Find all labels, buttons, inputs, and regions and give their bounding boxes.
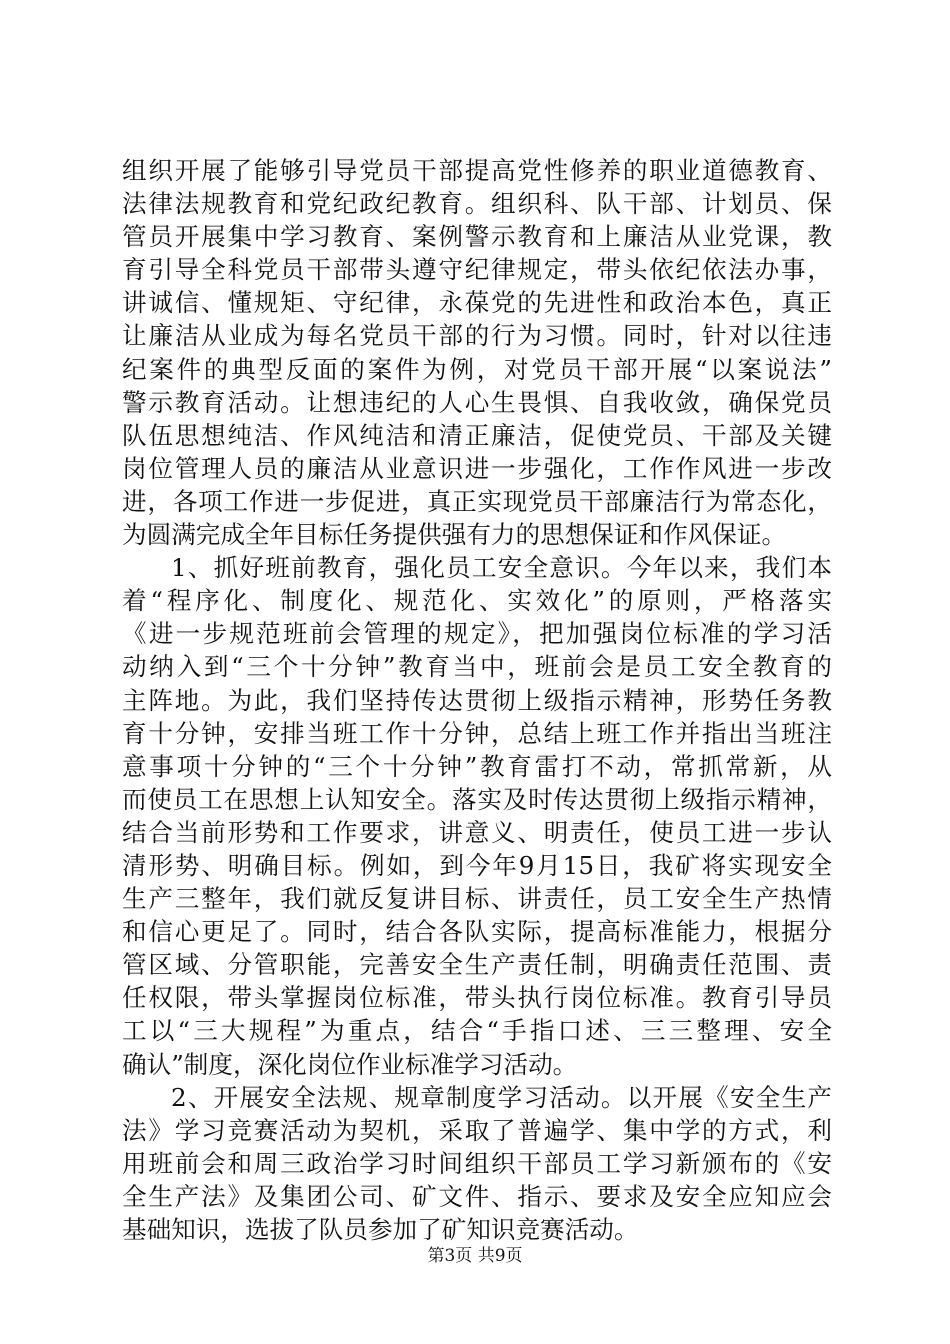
text-line: 工以“三大规程”为重点，结合“手指口述、三三整理、安全 (122, 1016, 832, 1046)
text-line: 生产三整年，我们就反复讲目标、讲责任，员工安全生产热情 (122, 884, 832, 914)
text-line: 队伍思想纯洁、作风纯洁和清正廉洁，促使党员、干部及关键 (122, 420, 832, 450)
text-line: 确认”制度，深化岗位作业标准学习活动。 (122, 1049, 578, 1079)
paragraph (122, 154, 832, 551)
text-line: 意事项十分钟的“三个十分钟”教育雷打不动，常抓常新，从 (122, 751, 832, 781)
text-line: 警示教育活动。让想违纪的人心生畏惧、自我收敛，确保党员 (122, 387, 832, 417)
text-line: 主阵地。为此，我们坚持传达贯彻上级指示精神，形势任务教 (122, 685, 832, 715)
page-footer: 第3页 共9页 (427, 1246, 523, 1266)
text-line: 纪案件的典型反面的案件为例，对党员干部开展“以案说法” (122, 354, 832, 384)
text-line: 结合当前形势和工作要求，讲意义、明责任，使员工进一步认 (122, 817, 832, 847)
text-line: 育引导全科党员干部带头遵守纪律规定，带头依纪依法办事， (122, 255, 832, 285)
text-line: 《进一步规范班前会管理的规定》，把加强岗位标准的学习活 (122, 619, 832, 649)
text-line: 和信心更足了。同时，结合各队实际，提高标准能力，根据分 (122, 917, 832, 947)
text-line: 组织开展了能够引导党员干部提高党性修养的职业道德教育、 (122, 156, 832, 185)
text-line: 全生产法》及集团公司、矿文件、指示、要求及安全应知应会 (122, 1181, 832, 1211)
text-line: 法律法规教育和党纪政纪教育。组织科、队干部、计划员、保 (122, 189, 832, 219)
text-line: 岗位管理人员的廉洁从业意识进一步强化，工作作风进一步改 (122, 453, 832, 483)
document-body (122, 154, 832, 1246)
text-line: 基础知识，选拔了队员参加了矿知识竞赛活动。 (122, 1215, 639, 1244)
text-line: 清形势、明确目标。例如，到今年9月15日，我矿将实现安全 (122, 850, 832, 880)
text-line: 2、开展安全法规、规章制度学习活动。以开展《安全生产 (171, 1082, 832, 1112)
text-line: 任权限，带头掌握岗位标准，带头执行岗位标准。教育引导员 (122, 983, 832, 1013)
text-line: 讲诚信、懂规矩、守纪律，永葆党的先进性和政治本色，真正 (122, 288, 832, 318)
text-line: 管员开展集中学习教育、案例警示教育和上廉洁从业党课，教 (122, 222, 832, 252)
text-line: 着“程序化、制度化、规范化、实效化”的原则，严格落实 (122, 586, 832, 616)
text-line: 管区域、分管职能，完善安全生产责任制，明确责任范围、责 (122, 950, 832, 980)
paragraph (122, 551, 832, 1081)
text-line: 法》学习竞赛活动为契机，采取了普遍学、集中学的方式，利 (122, 1115, 832, 1145)
text-line: 1、抓好班前教育，强化员工安全意识。今年以来，我们本 (171, 553, 832, 583)
text-line: 进，各项工作进一步促进，真正实现党员干部廉洁行为常态化， (122, 486, 832, 516)
paragraph (122, 1081, 832, 1246)
text-line: 让廉洁从业成为每名党员干部的行为习惯。同时，针对以往违 (122, 321, 832, 351)
text-line: 为圆满完成全年目标任务提供强有力的思想保证和作风保证。 (122, 520, 787, 550)
text-line: 而使员工在思想上认知安全。落实及时传达贯彻上级指示精神， (122, 784, 832, 814)
text-line: 育十分钟，安排当班工作十分钟，总结上班工作并指出当班注 (122, 718, 832, 748)
text-line: 用班前会和周三政治学习时间组织干部员工学习新颁布的《安 (122, 1148, 832, 1178)
text-line: 动纳入到“三个十分钟”教育当中，班前会是员工安全教育的 (122, 652, 832, 682)
